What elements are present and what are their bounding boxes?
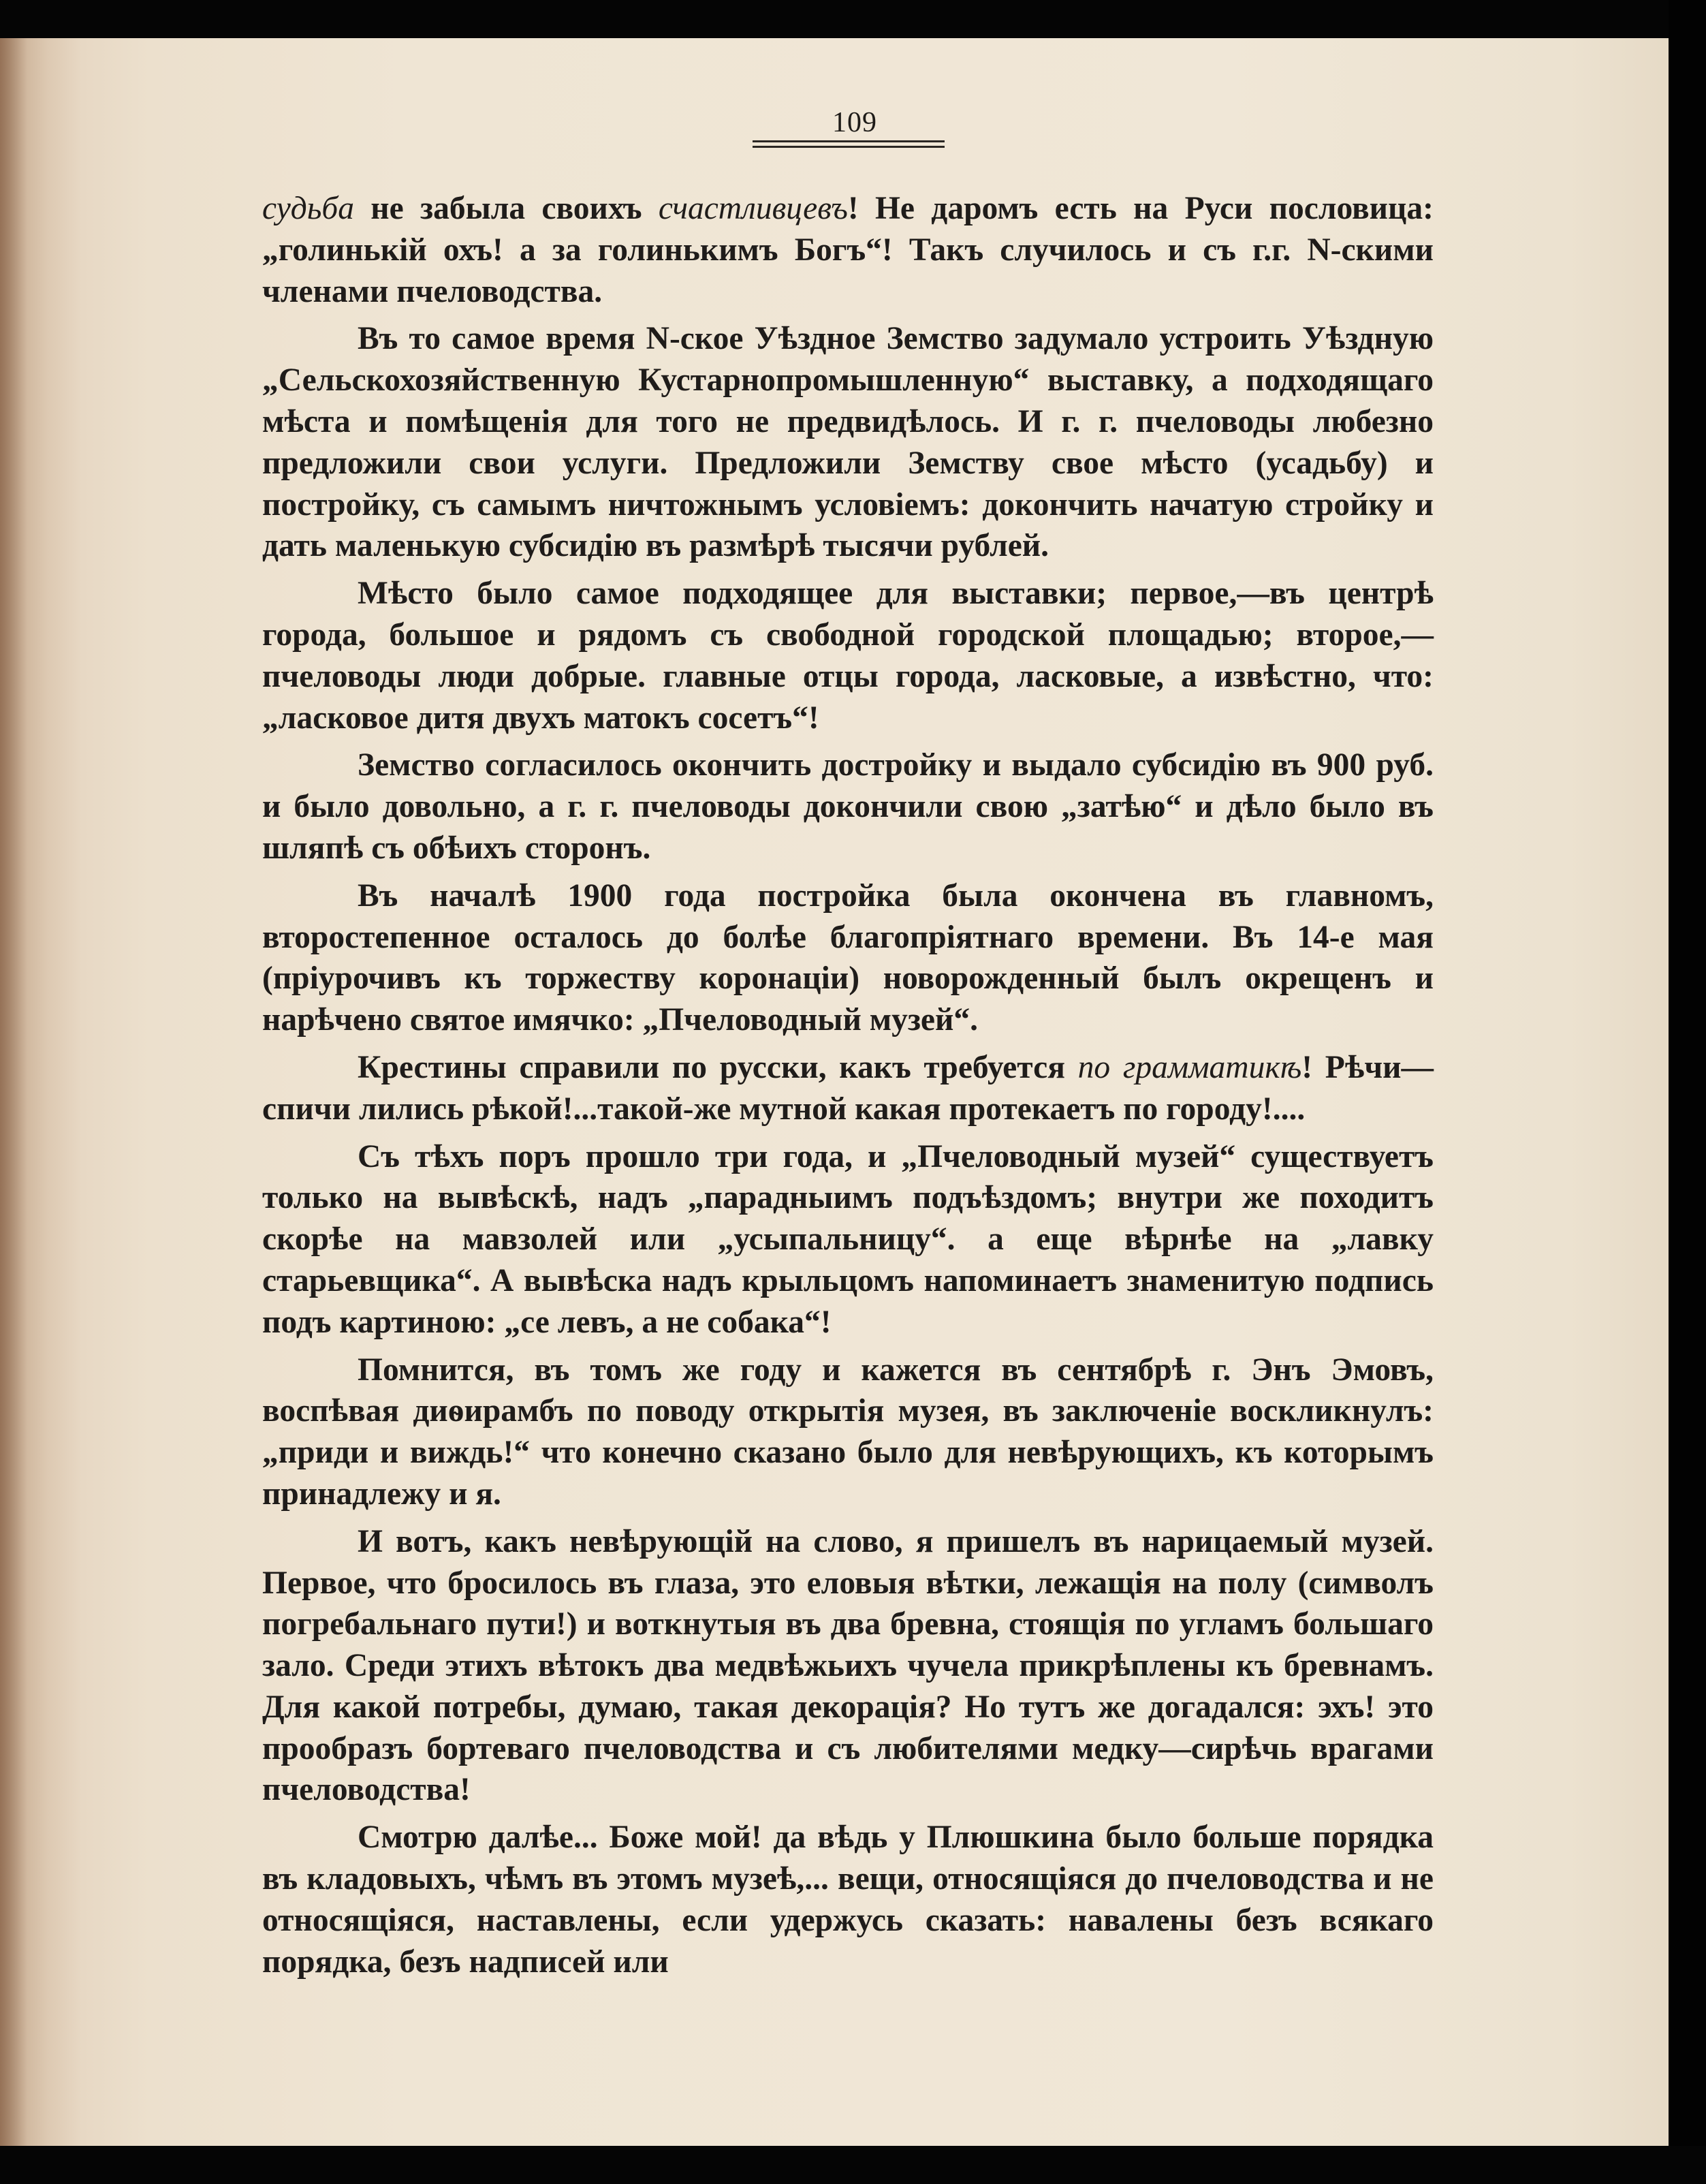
italic-text: по грамматикѣ [1077,1049,1302,1085]
italic-text: судьба [262,191,354,226]
text-run: Мѣсто было самое подходящее для выставки; первое,—въ центрѣ города, большое и рядомъ съ свободной городской площадью; второе,—пчеловоды люди добрые. главные отцы города, ласковые, а извѣстно, что: „ласковое дитя двухъ матокъ сосетъ“! [262,576,1434,736]
header-rule-bottom [753,146,945,148]
text-run: ! Рѣчи—спичи лились рѣкой!...такой-же мутной какая протекаетъ по городу!.... [262,1049,1434,1127]
paragraph [262,875,1434,1041]
paragraph [262,1350,1434,1515]
text-run: не забыла своихъ [354,191,659,226]
text-run: ! Не даромъ есть на Руси пословица: „голинькій охъ! а за голинькимъ Богъ“! Такъ случилось и съ г.г. N-скими членами пчеловодства. [262,191,1434,309]
paragraph [262,573,1434,738]
italic-text: счастливцевъ [658,191,848,226]
paragraph [262,318,1434,567]
book-page [0,38,1669,2146]
text-run: Въ началѣ 1900 года постройка была окончена въ главномъ, второстепенное осталось до болѣе благопріятнаго времени. Въ 14-е мая (пріурочивъ къ торжеству коронаціи) новорожденный былъ окрещенъ и нарѣчено святое имячко: „Пчеловодный музей“. [262,877,1434,1038]
paragraph [262,1047,1434,1130]
paragraph [262,1521,1434,1811]
body-text [262,188,1434,1988]
text-run: Крестины справили по русски, какъ требуется [358,1049,1078,1085]
text-run: Помнится, въ томъ же году и кажется въ сентябрѣ г. Энъ Эмовъ, воспѣвая диѳирамбъ по поводу открытія музея, въ заключеніе воскликнулъ: „приди и виждь!“ что конечно сказано было для невѣрующихъ, къ которымъ принадлежу и я. [262,1352,1434,1512]
paragraph [262,745,1434,869]
paragraph [262,1817,1434,1982]
page-number: 109 [832,107,877,138]
text-run: Въ то самое время N-ское Уѣздное Земство задумало устроить Уѣздную „Сельскохозяйственную Кустарнопромышленную“ выставку, а подходящаго мѣста и помѣщенія для того не предвидѣлось. И г. г. пчеловоды любезно предложили свои услуги. Предложили Земству свое мѣсто (усадьбу) и постройку, съ самымъ ничтожнымъ условіемъ: докончить начатую стройку и дать маленькую субсидію въ размѣрѣ тысячи рублей. [262,321,1434,564]
scan-border-top [0,0,1706,38]
scan-border-right [1669,0,1706,2184]
scan-border-bottom [0,2146,1706,2184]
text-run: Смотрю далѣе... Боже мой! да вѣдь у Плюшкина было больше порядка въ кладовыхъ, чѣмъ въ этомъ музеѣ,... вещи, относящіяся до пчеловодства и не относящіяся, наставлены, если удержусь сказать: навалены безъ всякаго порядка, безъ надписей или [262,1820,1434,1980]
text-run: И вотъ, какъ невѣрующій на слово, я пришелъ въ нарицаемый музей. Первое, что бросилось въ глаза, это еловыя вѣтки, лежащія на полу (символъ погребальнаго пути!) и воткнутыя въ два бревна, стоящія по угламъ большаго зало. Среди этихъ вѣтокъ два медвѣжьихъ чучела прикрѣплены къ бревнамъ. Для какой потребы, думаю, такая декорація? Но тутъ же догадался: эхъ! это прообразъ бортеваго пчеловодства и съ любителями медку—сирѣчь врагами пчеловодства! [262,1523,1434,1808]
text-run: Земство согласилось окончить достройку и выдало субсидію въ 900 руб. и было довольно, а г. г. пчеловоды докончили свою „затѣю“ и дѣло было въ шляпѣ съ обѣихъ сторонъ. [262,747,1434,866]
header-rule-top [753,140,945,142]
paragraph [262,1136,1434,1343]
paragraph [262,188,1434,312]
text-run: Съ тѣхъ поръ прошло три года, и „Пчеловодный музей“ существуетъ только на вывѣскѣ, надъ „парадныимъ подъѣздомъ; внутри же походитъ скорѣе на мавзолей или „усыпальницу“. а еще вѣрнѣе на „лавку старьевщика“. А вывѣска надъ крыльцомъ напоминаетъ знаменитую подпись подъ картиною: „се левъ, а не собака“! [262,1138,1434,1340]
